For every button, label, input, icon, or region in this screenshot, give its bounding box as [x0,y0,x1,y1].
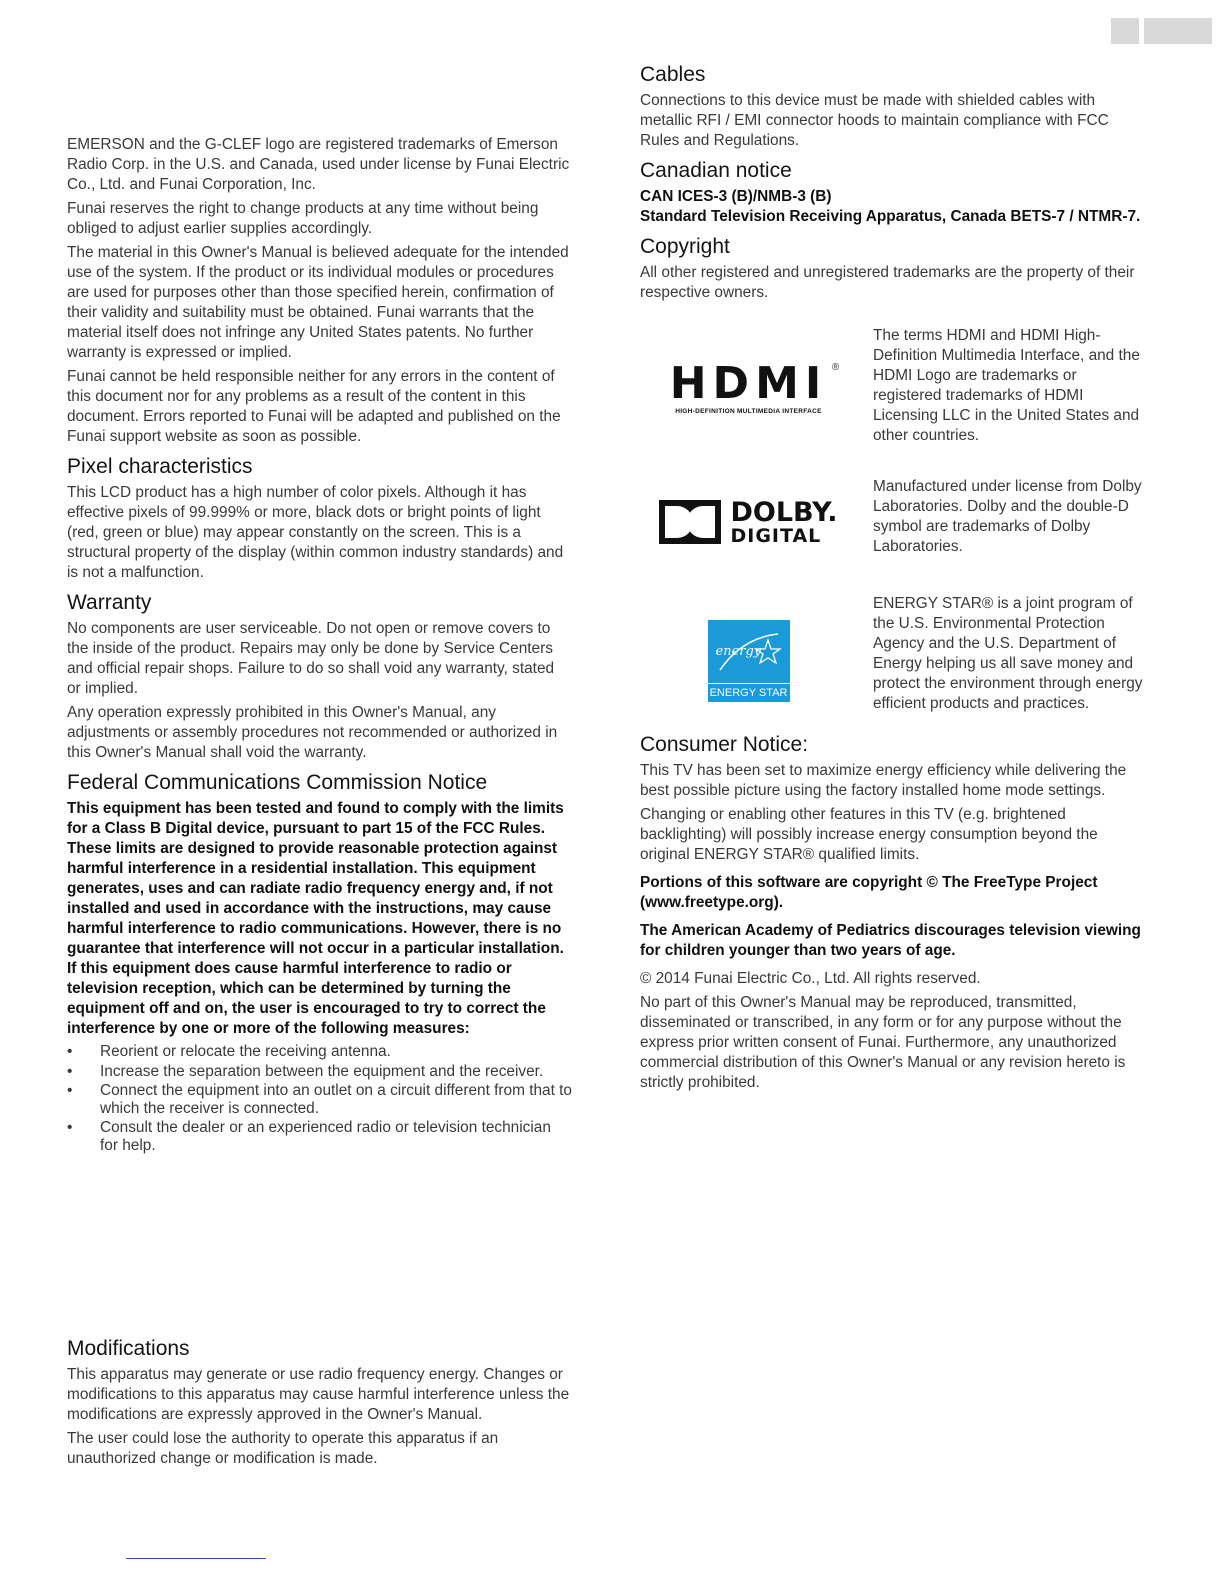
dolby-row [641,477,1141,567]
reproduction-notice: No part of this Owner's Manual may be reproduced, transmitted, disseminated or transcribed, in any form or for any purpose without the express prior written consent of Funai. Furthermore, any unauthorized commercial distribution of this Owner's Manual or any revision hereto is strictly prohibited. [640,994,1126,1091]
cables-text: Connections to this device must be made with shielded cables with metallic RFI / EMI connector hoods to maintain compliance with FCC Rules and Regulations. [640,92,1109,149]
warranty-text-1: No components are user serviceable. Do not open or remove covers to the inside of the product. Repairs may only be done by Service Centers and official repair shops. Failure to do so shall void any warranty, stated or implied. [67,620,555,697]
intro-changes: Funai reserves the right to change products at any time without being obliged to adjust earlier supplies accordingly. [67,200,539,237]
hdmi-row [641,326,1141,451]
cables-heading: Cables [640,63,706,86]
list-item: • Reorient or relocate the receiving antenna. [67,1043,391,1060]
bullet-dot: • [67,1043,73,1060]
energy-star-row [641,594,1141,719]
dolby-logo [641,477,856,567]
intro-errors: Funai cannot be held responsible neither for any errors in the content of this document nor for any problems as a result of the content in this document. Errors reported to Funai will be adapted and published on the Funai support website as soon as possible. [67,368,561,445]
consumer-notice-section [640,725,1145,1097]
hdmi-registered-mark: ® [831,362,840,373]
canadian-heading: Canadian notice [640,159,792,182]
energy-star-text: ENERGY STAR® is a joint program of the U.S. Environmental Protection Agency and the U.S. Department of Energy helping us all save money and protect the environment through energy efficient products and practices. [873,595,1143,712]
hdmi-logo [641,326,856,451]
energy-star-script: energy [715,643,762,659]
fcc-measures-list [67,1043,572,1154]
intro-material: The material in this Owner's Manual is believed adequate for the intended use of the system. If the product or its individual modules or procedures are used for purposes other than those specified herein, confirmation of their validity and suitability must be obtained. Funai warrants that the material itself does not infringe any United States patents. No further warranty is expressed or implied. [67,244,569,361]
modifications-heading: Modifications [67,1337,190,1360]
canadian-line-1: CAN ICES-3 (B)/NMB-3 (B) [640,188,832,205]
copyright-text: All other registered and unregistered trademarks are the property of their respective owners. [640,264,1135,301]
energy-star-text-block [873,594,1148,718]
fcc-statement: This equipment has been tested and found to comply with the limits for a Class B Digital device, pursuant to part 15 of the FCC Rules. These limits are designed to provide reasonable protection against harmful interference in a residential installation. This equipment generates, uses and can radiate radio frequency energy and, if not installed and used in accordance with the instructions, may cause harmful interference to radio communications. However, there is no guarantee that interference will not occur in a particular installation. If this equipment does cause harmful interference to radio or television reception, which can be determined by turning the equipment off and on, the user is encouraged to try to correct the interference by one or more of the following measures: [67,800,564,1037]
hdmi-logo-subtitle: HIGH-DEFINITION MULTIMEDIA INTERFACE [675,408,822,415]
modifications-text-2: The user could lose the authority to operate this apparatus if an unauthorized change or modification is made. [67,1430,499,1467]
dolby-text: Manufactured under license from Dolby Laboratories. Dolby and the double-D symbol are trademarks of Dolby Laboratories. [873,478,1142,555]
list-item: • Connect the equipment into an outlet on a circuit different from that to which the receiver is connected. [67,1082,572,1117]
copyright-line: © 2014 Funai Electric Co., Ltd. All rights reserved. [640,970,981,987]
bullet-dot: • [67,1082,73,1099]
copyright-heading: Copyright [640,235,730,258]
energy-star-logo [641,594,856,719]
warranty-text-2: Any operation expressly prohibited in this Owner's Manual, any adjustments or assembly procedures not recommended or authorized in this Owner's Manual shall void the warranty. [67,704,558,761]
list-item: • Increase the separation between the equipment and the receiver. [67,1062,544,1080]
canadian-line-2: Standard Television Receiving Apparatus, Canada BETS-7 / NTMR-7. [640,208,1141,225]
consumer-text-1: This TV has been set to maximize energy efficiency while delivering the best possible picture using the factory installed home mode settings. [640,762,1127,799]
intro-trademark: EMERSON and the G-CLEF logo are registered trademarks of Emerson Radio Corp. in the U.S. and Canada, used under license by Funai Electric Co., Ltd. and Funai Corporation, Inc. [67,136,570,193]
hdmi-text: The terms HDMI and HDMI High-Definition Multimedia Interface, and the HDMI Logo are trademarks or registered trademarks of HDMI Licensing LLC in the United States and other countries. [873,327,1140,444]
dolby-logo-top: DOLBY. [730,496,838,528]
pediatrics-notice: The American Academy of Pediatrics discourages television viewing for children younger than two years of age. [640,922,1141,959]
header-tab-right [1144,18,1212,44]
left-column [67,135,572,1156]
right-column-top [640,55,1145,307]
consumer-heading: Consumer Notice: [640,733,809,756]
warranty-heading: Warranty [67,591,152,614]
consumer-text-2: Changing or enabling other features in this TV (e.g. brightened backlighting) will possibly increase energy consumption beyond the original ENERGY STAR® qualified limits. [640,806,1098,863]
dolby-text-block [873,477,1148,561]
energy-star-label: ENERGY STAR [708,683,790,702]
pixel-heading: Pixel characteristics [67,455,253,478]
modifications-section [67,1329,572,1473]
pixel-text: This LCD product has a high number of color pixels. Although it has effective pixels of 99.999% or more, black dots or bright points of light (red, green or blue) may appear constantly on the screen. This is a structural property of the display (within common industry standards) and is not a malfunction. [67,484,564,581]
dolby-logo-bottom: DIGITAL [730,524,822,547]
fcc-heading: Federal Communications Commission Notice [67,771,488,794]
footer-rule [126,1558,266,1559]
freetype-notice: Portions of this software are copyright © The FreeType Project (www.freetype.org). [640,874,1098,911]
header-tab-left [1111,18,1139,44]
hdmi-text-block [873,326,1148,450]
hdmi-logo-wordmark: HDMI [669,358,828,409]
list-item: • Consult the dealer or an experienced radio or television technician for help. [67,1119,551,1154]
modifications-text-1: This apparatus may generate or use radio frequency energy. Changes or modifications to this apparatus may cause harmful interference unless the modifications are expressly approved in the Owner's Manual. [67,1366,570,1423]
bullet-dot: • [67,1119,73,1136]
bullet-dot: • [67,1062,73,1080]
double-d-icon [659,500,721,544]
